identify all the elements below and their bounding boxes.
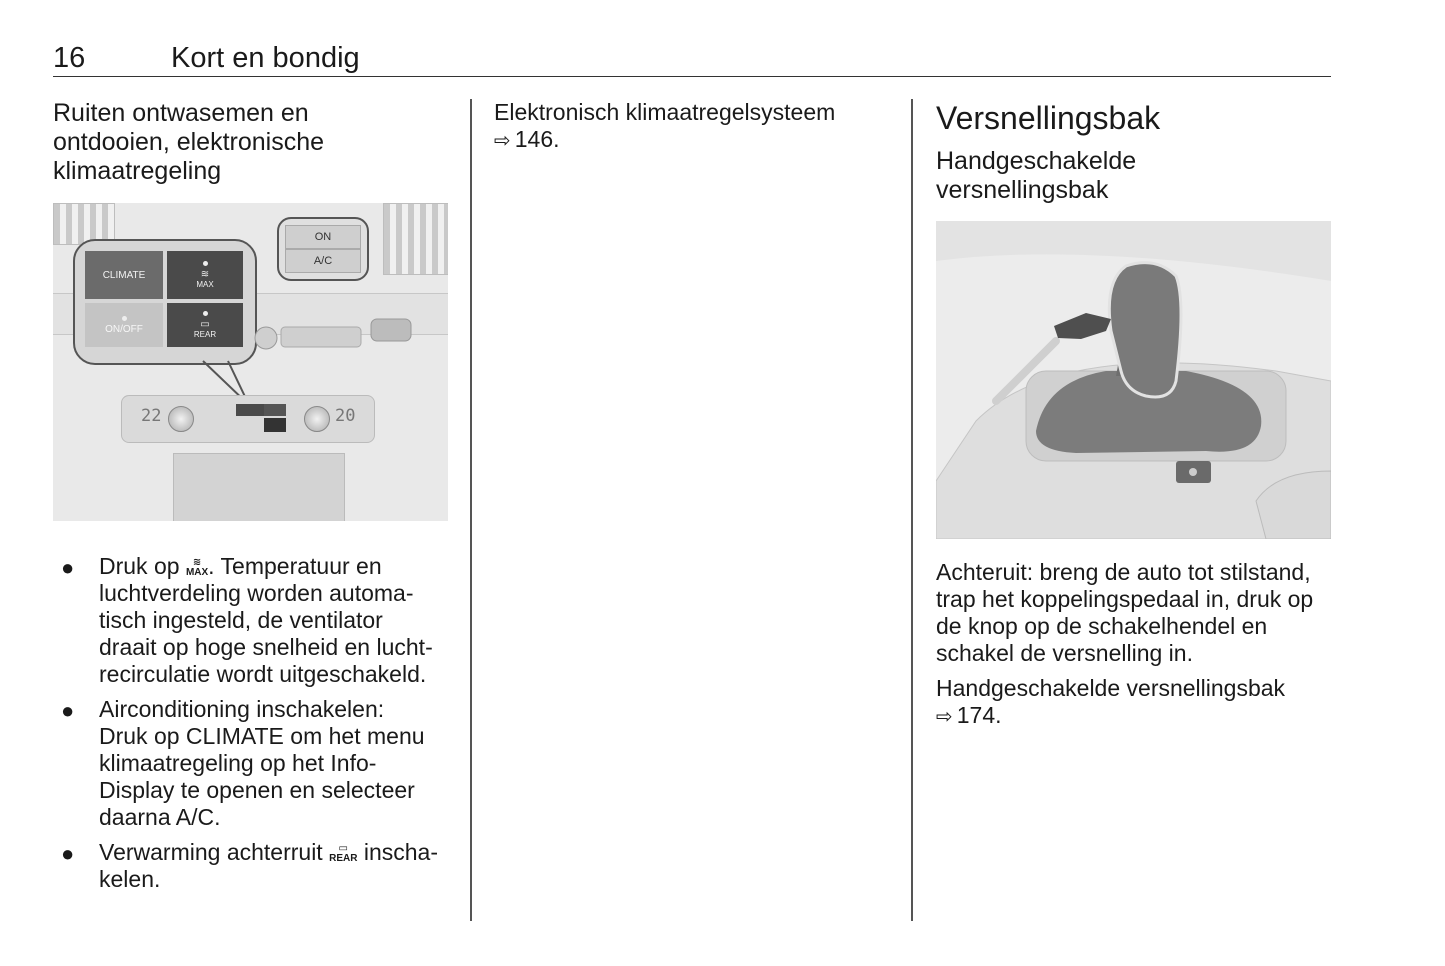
paragraph	[936, 559, 1336, 667]
onoff-label: ON/OFF	[105, 323, 143, 335]
cross-reference-arrow-icon: ⇨	[494, 130, 511, 152]
column-divider	[470, 99, 472, 921]
text: kelen.	[99, 866, 161, 892]
column-divider	[911, 99, 913, 921]
text: inscha-	[363, 839, 438, 865]
heading-line: Handgeschakelde	[936, 147, 1137, 175]
heading-line: versnellingsbak	[936, 176, 1109, 204]
text: luchtverdeling worden automa-	[99, 580, 414, 606]
list-item	[53, 839, 453, 893]
defrost-max-icon: ≋ MAX	[185, 556, 209, 578]
text: Druk op	[99, 553, 180, 579]
section-heading	[53, 99, 453, 186]
bullet-icon: ●	[61, 698, 75, 723]
text: tisch ingesteld, de ventilator	[99, 607, 383, 633]
ac-button: A/C	[285, 249, 361, 273]
list-item	[53, 553, 453, 688]
heading-line: ontdooien, elektronische	[53, 128, 325, 156]
max-label: MAX	[196, 280, 214, 289]
paragraph	[494, 99, 894, 155]
icon-label: REAR	[329, 852, 358, 864]
column-1	[53, 99, 453, 901]
heading-line: Ruiten ontwasemen en	[53, 99, 309, 127]
subsection-title	[936, 147, 1336, 205]
gear-shift-illustration	[936, 221, 1331, 539]
text: Druk op CLIMATE om het menu	[99, 723, 425, 749]
temp-knob-right	[304, 406, 330, 432]
text: draait op hoge snelheid en lucht-	[99, 634, 433, 660]
rear-button-small	[264, 418, 286, 432]
defrost-max-icon: ≋	[200, 269, 210, 280]
cross-reference-arrow-icon: ⇨	[936, 706, 953, 728]
list-item	[53, 696, 453, 831]
climate-label: CLIMATE	[102, 269, 146, 281]
bullet-icon: ●	[61, 555, 75, 580]
text: . Temperatuur en	[208, 553, 382, 579]
rear-label: REAR	[193, 330, 217, 339]
text: Airconditioning inschakelen:	[99, 696, 385, 722]
max-button-small	[264, 404, 286, 416]
temp-knob-left	[168, 406, 194, 432]
on-button: ON	[285, 225, 361, 249]
text: Verwarming achterruit	[99, 839, 323, 865]
heading-line: klimaatregeling	[53, 157, 222, 185]
text: recirculatie wordt uitgeschakeld.	[99, 661, 427, 687]
rear-window-heater-icon: ▭	[200, 319, 210, 330]
instruction-list	[53, 553, 453, 893]
text: Elektronisch klimaatregelsysteem	[494, 99, 836, 125]
text: trap het koppelingspedaal in, druk op	[936, 586, 1314, 612]
rear-window-heater-icon: ▭ REAR	[329, 842, 358, 864]
paragraph	[936, 675, 1336, 731]
page-number: 16	[53, 42, 86, 74]
text: daarna A/C.	[99, 804, 221, 830]
text: Handgeschakelde versnellingsbak	[936, 675, 1286, 701]
cross-reference-link[interactable]: 174.	[956, 702, 1002, 728]
text: schakel de versnelling in.	[936, 640, 1193, 666]
column-3	[936, 99, 1336, 731]
temp-left: 22	[141, 406, 162, 426]
section-title: Versnellingsbak	[936, 100, 1161, 136]
bullet-icon: ●	[61, 841, 75, 866]
page-header	[53, 40, 1331, 77]
cross-reference-link[interactable]: 146.	[514, 126, 560, 152]
text: de knop op de schakelhendel en	[936, 613, 1268, 639]
temp-right: 20	[335, 406, 356, 426]
chapter-title: Kort en bondig	[171, 42, 360, 74]
climate-control-figure	[53, 203, 448, 521]
gear-shift-figure	[936, 221, 1331, 539]
column-2	[494, 99, 894, 155]
text: Achteruit: breng de auto tot stilstand,	[936, 559, 1311, 585]
climate-button-small	[236, 404, 264, 416]
text: klimaatregeling op het Info-	[99, 750, 377, 776]
callout-pointer	[53, 203, 448, 521]
text: Display te openen en selecteer	[99, 777, 415, 803]
